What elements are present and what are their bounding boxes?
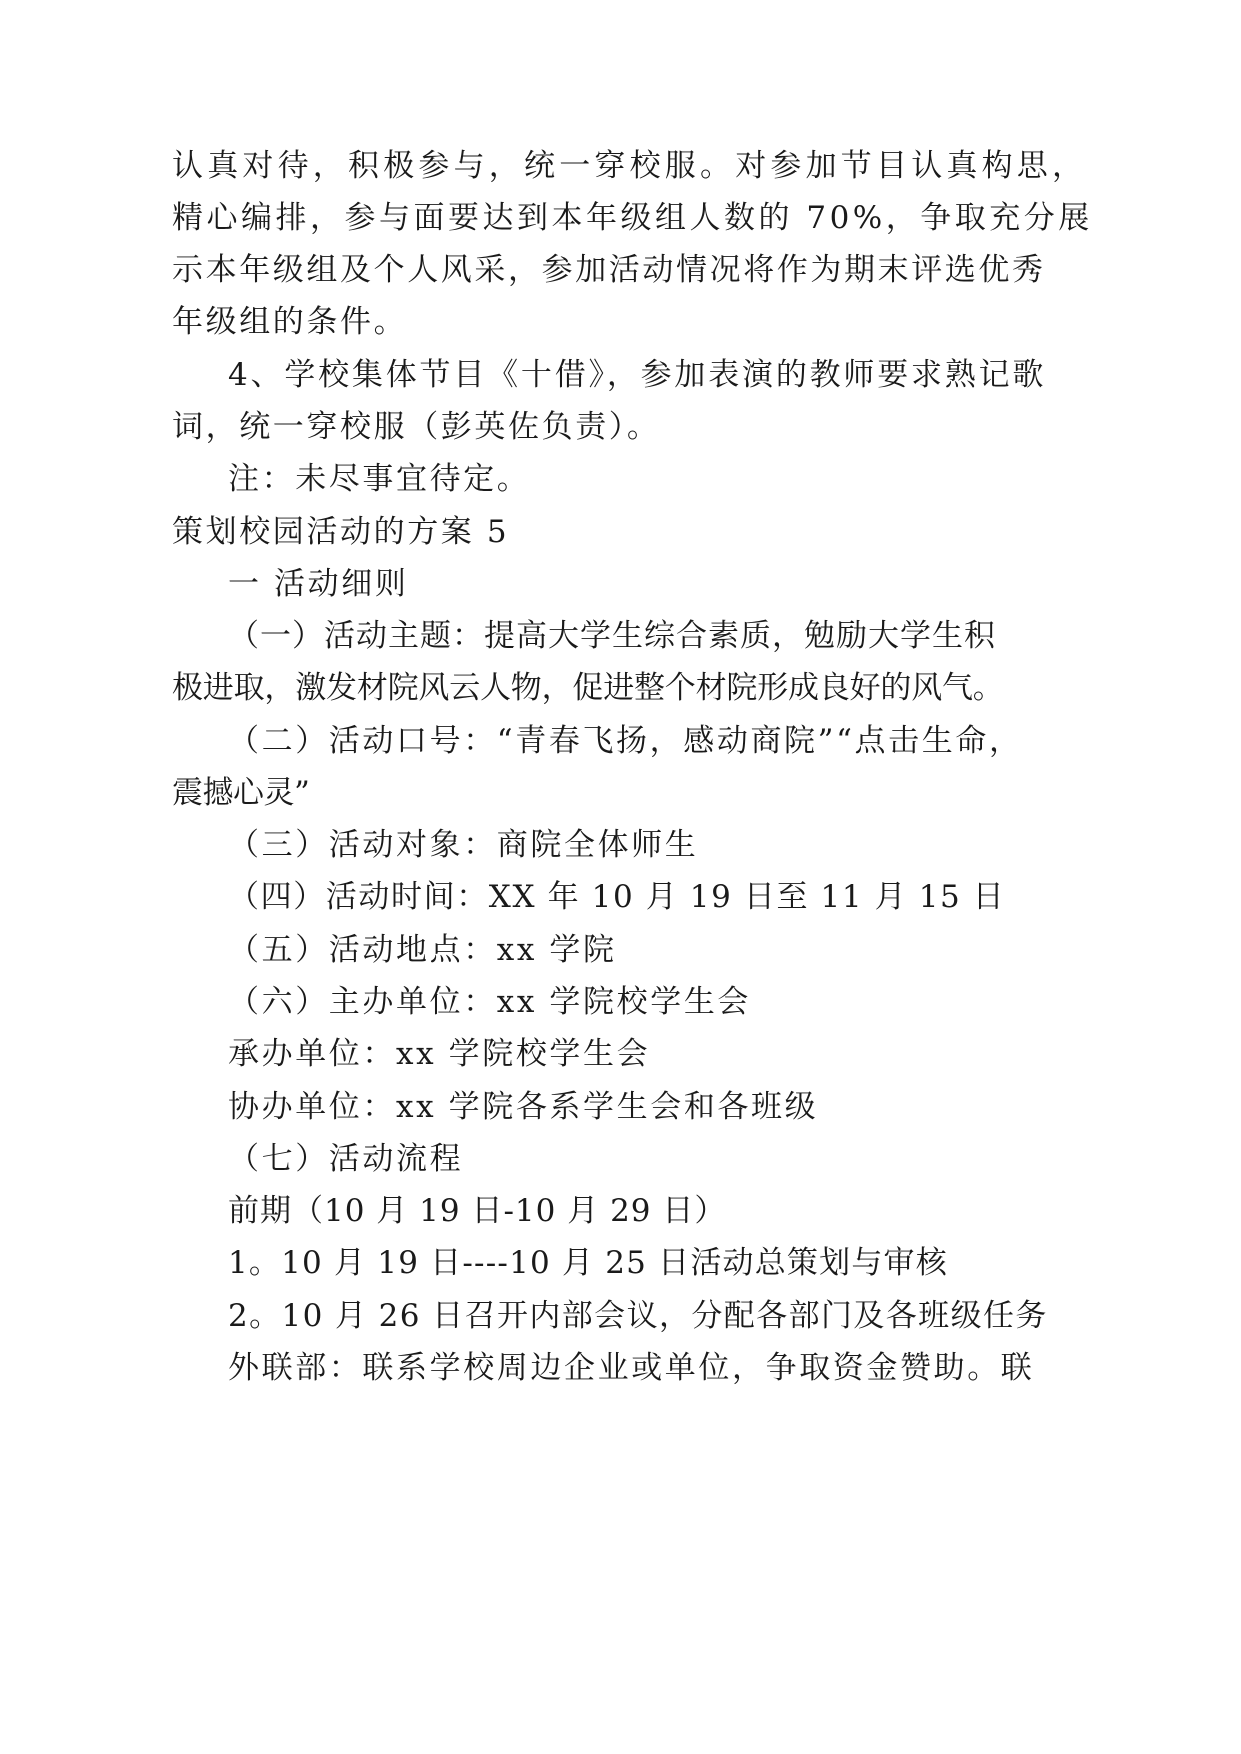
subsection-title: 一 活动细则	[228, 566, 409, 602]
location-line: （五）活动地点：xx 学院	[228, 932, 617, 968]
organizer-line: 承办单位：xx 学院校学生会	[228, 1036, 651, 1072]
host-line: （六）主办单位：xx 学院校学生会	[228, 984, 752, 1020]
theme-line: （一）活动主题：提高大学生综合素质，勉励大学生积	[228, 618, 996, 654]
step-line: 1。10 月 19 日----10 月 25 日活动总策划与审核	[228, 1245, 948, 1281]
paragraph-line: 词，统一穿校服（彭英佐负责）。	[172, 409, 661, 445]
slogan-line: （二）活动口号：“青春飞扬，感动商院”“点击生命，	[228, 723, 1023, 759]
theme-line: 极进取，激发材院风云人物，促进整个材院形成良好的风气。	[172, 670, 1004, 706]
co-organizer-line: 协办单位：xx 学院各系学生会和各班级	[228, 1089, 819, 1125]
external-dept-line: 外联部：联系学校周边企业或单位，争取资金赞助。联	[228, 1350, 1035, 1386]
slogan-line: 震撼心灵”	[172, 775, 310, 811]
paragraph-line: 4、学校集体节目《十借》，参加表演的教师要求熟记歌	[228, 357, 1047, 393]
section-title: 策划校园活动的方案 5	[172, 514, 510, 550]
process-title: （七）活动流程	[228, 1141, 464, 1177]
paragraph-line: 年级组的条件。	[172, 304, 408, 340]
time-line: （四）活动时间：XX 年 10 月 19 日至 11 月 15 日	[228, 879, 1006, 915]
early-phase-line: 前期（10 月 19 日-10 月 29 日）	[228, 1193, 727, 1229]
paragraph-line: 精心编排，参与面要达到本年级组人数的 70%，争取充分展	[172, 200, 1093, 236]
note-line: 注：未尽事宜待定。	[228, 461, 531, 497]
paragraph-line: 认真对待，积极参与，统一穿校服。对参加节目认真构思，	[172, 148, 1088, 184]
step-line: 2。10 月 26 日召开内部会议，分配各部门及各班级任务	[228, 1298, 1048, 1334]
target-line: （三）活动对象：商院全体师生	[228, 827, 699, 863]
paragraph-line: 示本年级组及个人风采，参加活动情况将作为期末评选优秀	[172, 252, 1046, 288]
